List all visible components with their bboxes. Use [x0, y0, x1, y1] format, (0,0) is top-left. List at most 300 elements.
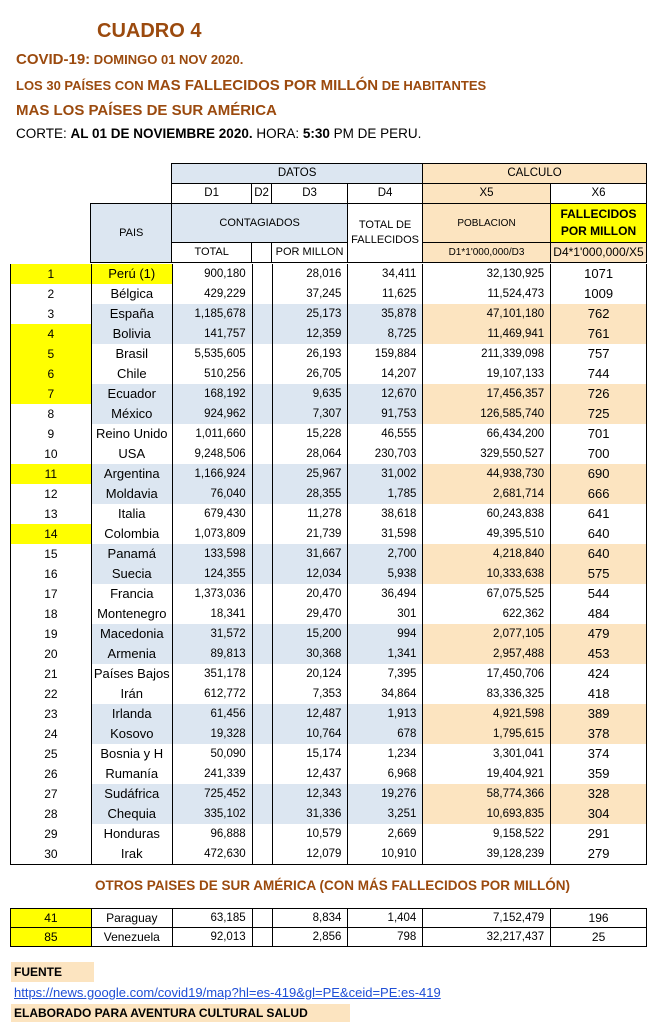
total-cell: 124,355 — [172, 564, 252, 584]
total-cell: 679,430 — [172, 504, 252, 524]
por-millon-cell: 20,124 — [272, 664, 348, 684]
fallecidos-cell: 678 — [348, 724, 423, 744]
por-millon-cell: 7,353 — [272, 684, 348, 704]
por-millon-cell: 20,470 — [272, 584, 348, 604]
pais-cell: Armenia — [91, 644, 172, 664]
col-por-millon: POR MILLON — [272, 243, 348, 263]
fallecidos-por-millon-cell: 544 — [551, 584, 647, 604]
rank-cell: 17 — [11, 584, 92, 604]
rank-cell: 12 — [11, 484, 92, 504]
col-contagiados: CONTAGIADOS — [172, 204, 348, 243]
total-cell: 1,373,036 — [172, 584, 252, 604]
rank-cell: 15 — [11, 544, 92, 564]
rank-cell: 20 — [11, 644, 92, 664]
total-cell: 89,813 — [172, 644, 252, 664]
table-row — [11, 764, 647, 784]
col-d4: D4 — [348, 184, 423, 204]
pais-cell: Paraguay — [91, 909, 172, 928]
rank-cell: 21 — [11, 664, 92, 684]
poblacion-cell: 9,158,522 — [423, 824, 551, 844]
poblacion-cell: 2,077,105 — [423, 624, 551, 644]
table-row — [11, 724, 647, 744]
por-millon-cell: 26,705 — [272, 364, 348, 384]
d2-cell — [252, 684, 272, 704]
rank-cell: 6 — [11, 364, 92, 384]
poblacion-cell: 126,585,740 — [423, 404, 551, 424]
rank-cell: 30 — [11, 844, 92, 865]
por-millon-cell: 12,343 — [272, 784, 348, 804]
total-cell: 924,962 — [172, 404, 252, 424]
col-d3: D3 — [272, 184, 348, 204]
formula-x5: D1*1'000,000/D3 — [423, 243, 551, 263]
pais-cell: Bosnia y H — [91, 744, 172, 764]
rank-cell: 27 — [11, 784, 92, 804]
poblacion-cell: 4,921,598 — [423, 704, 551, 724]
d2-cell — [252, 844, 272, 865]
poblacion-cell: 32,217,437 — [423, 928, 551, 947]
headline-subject — [16, 77, 486, 95]
poblacion-cell: 47,101,180 — [423, 304, 551, 324]
poblacion-cell: 4,218,840 — [423, 544, 551, 564]
por-millon-cell: 15,200 — [272, 624, 348, 644]
fallecidos-cell: 12,670 — [348, 384, 423, 404]
total-cell: 612,772 — [172, 684, 252, 704]
pais-cell: Irán — [91, 684, 172, 704]
fallecidos-cell: 6,968 — [348, 764, 423, 784]
poblacion-cell: 622,362 — [423, 604, 551, 624]
pais-cell: Chequia — [91, 804, 172, 824]
pais-cell: Bolivia — [91, 324, 172, 344]
poblacion-cell: 1,795,615 — [423, 724, 551, 744]
d2-cell — [252, 744, 272, 764]
rank-cell: 4 — [11, 324, 92, 344]
total-cell: 141,757 — [172, 324, 252, 344]
pais-cell: Ecuador — [91, 384, 172, 404]
por-millon-cell: 21,739 — [272, 524, 348, 544]
fallecidos-por-millon-cell: 726 — [551, 384, 647, 404]
rank-cell: 85 — [11, 928, 92, 947]
table-row — [11, 364, 647, 384]
rank-cell: 26 — [11, 764, 92, 784]
fallecidos-por-millon-cell: 424 — [551, 664, 647, 684]
fallecidos-por-millon-cell: 640 — [551, 524, 647, 544]
poblacion-cell: 11,469,941 — [423, 324, 551, 344]
fallecidos-cell: 34,411 — [348, 264, 423, 284]
pais-cell: Chile — [91, 364, 172, 384]
por-millon-cell: 12,359 — [272, 324, 348, 344]
fallecidos-por-millon-cell: 374 — [551, 744, 647, 764]
total-cell: 19,328 — [172, 724, 252, 744]
poblacion-cell: 19,107,133 — [423, 364, 551, 384]
fallecidos-por-millon-cell: 291 — [551, 824, 647, 844]
fallecidos-cell: 1,234 — [348, 744, 423, 764]
d2-cell — [252, 824, 272, 844]
por-millon-cell: 10,764 — [272, 724, 348, 744]
corte-hora-label: HORA: — [252, 126, 303, 141]
fallecidos-cell: 19,276 — [348, 784, 423, 804]
table-row — [11, 424, 647, 444]
por-millon-cell: 25,173 — [272, 304, 348, 324]
d2-cell — [252, 544, 272, 564]
total-cell: 510,256 — [172, 364, 252, 384]
por-millon-cell: 9,635 — [272, 384, 348, 404]
rank-cell: 25 — [11, 744, 92, 764]
pais-cell: Panamá — [91, 544, 172, 564]
pais-cell: Argentina — [91, 464, 172, 484]
headline-covid: COVID-19: — [16, 51, 91, 68]
poblacion-cell: 39,128,239 — [423, 844, 551, 865]
total-cell: 31,572 — [172, 624, 252, 644]
fallecidos-cell: 1,341 — [348, 644, 423, 664]
fuente-label: FUENTE — [11, 962, 94, 982]
por-millon-cell: 25,967 — [272, 464, 348, 484]
rank-cell: 2 — [11, 284, 92, 304]
calculo-header: CALCULO — [423, 164, 647, 184]
total-cell: 9,248,506 — [172, 444, 252, 464]
rank-cell: 16 — [11, 564, 92, 584]
table-row — [11, 444, 647, 464]
table-row — [11, 504, 647, 524]
total-cell: 335,102 — [172, 804, 252, 824]
pais-cell: Macedonia — [91, 624, 172, 644]
rank-cell: 29 — [11, 824, 92, 844]
poblacion-cell: 44,938,730 — [423, 464, 551, 484]
d2-cell — [252, 624, 272, 644]
poblacion-cell: 211,339,098 — [423, 344, 551, 364]
poblacion-cell: 60,243,838 — [423, 504, 551, 524]
fallecidos-cell: 38,618 — [348, 504, 423, 524]
table-row — [11, 264, 647, 284]
fallecidos-cell: 7,395 — [348, 664, 423, 684]
table-row — [11, 824, 647, 844]
table-row — [11, 704, 647, 724]
fallecidos-por-millon-cell: 1071 — [551, 264, 647, 284]
poblacion-cell: 2,681,714 — [423, 484, 551, 504]
fallecidos-cell: 3,251 — [348, 804, 423, 824]
table-row — [11, 524, 647, 544]
corte-line — [16, 126, 421, 141]
por-millon-cell: 12,079 — [272, 844, 348, 865]
pais-cell: Honduras — [91, 824, 172, 844]
elaborado-note: ELABORADO PARA AVENTURA CULTURAL SALUD — [11, 1004, 350, 1022]
fallecidos-cell: 1,404 — [348, 909, 423, 928]
col-x6: X6 — [550, 184, 646, 204]
formula-x6: D4*1'000,000/X5 — [550, 243, 646, 263]
d2-cell — [252, 784, 272, 804]
headline-date — [16, 51, 243, 69]
headline-sur-america — [16, 102, 277, 120]
rank-cell: 41 — [11, 909, 92, 928]
fallecidos-cell: 994 — [348, 624, 423, 644]
fallecidos-por-millon-cell: 640 — [551, 544, 647, 564]
table-row — [11, 844, 647, 865]
total-cell: 168,192 — [172, 384, 252, 404]
d2-cell — [252, 724, 272, 744]
rank-cell: 28 — [11, 804, 92, 824]
table-row — [11, 324, 647, 344]
corte-date: AL 01 DE NOVIEMBRE 2020. — [70, 126, 253, 141]
por-millon-cell: 28,016 — [272, 264, 348, 284]
pais-cell: Rumanía — [91, 764, 172, 784]
col-x5: X5 — [423, 184, 551, 204]
table-row — [11, 804, 647, 824]
fallecidos-por-millon-cell: 304 — [551, 804, 647, 824]
cuadro-title: CUADRO 4 — [97, 20, 202, 42]
d2-cell — [252, 284, 272, 304]
d2-cell — [252, 704, 272, 724]
d2-cell — [252, 344, 272, 364]
fallecidos-cell: 31,002 — [348, 464, 423, 484]
pais-cell: Sudáfrica — [91, 784, 172, 804]
pais-cell: Moldavia — [91, 484, 172, 504]
otros-title: OTROS PAISES DE SUR AMÉRICA (CON MÁS FALLECIDOS POR MILLÓN) — [95, 878, 571, 893]
rank-cell: 5 — [11, 344, 92, 364]
total-cell: 50,090 — [172, 744, 252, 764]
d2-cell — [252, 304, 272, 324]
pais-cell: Montenegro — [91, 604, 172, 624]
col-total: TOTAL — [172, 243, 252, 263]
pais-cell: Suecia — [91, 564, 172, 584]
fallecidos-por-millon-cell: 575 — [551, 564, 647, 584]
col-total-fallecidos: TOTAL DE FALLECIDOS — [348, 204, 423, 263]
table-row — [11, 624, 647, 644]
fallecidos-por-millon-cell: 761 — [551, 324, 647, 344]
total-cell: 133,598 — [172, 544, 252, 564]
rank-cell: 24 — [11, 724, 92, 744]
corte-suffix: PM DE PERU. — [329, 126, 422, 141]
fallecidos-cell: 46,555 — [348, 424, 423, 444]
pais-cell: Países Bajos — [91, 664, 172, 684]
table-row — [11, 644, 647, 664]
fallecidos-cell: 230,703 — [348, 444, 423, 464]
poblacion-cell: 67,075,525 — [423, 584, 551, 604]
por-millon-cell: 10,579 — [272, 824, 348, 844]
fallecidos-por-millon-cell: 701 — [551, 424, 647, 444]
por-millon-cell: 31,336 — [272, 804, 348, 824]
d2-cell — [252, 644, 272, 664]
table-row — [11, 404, 647, 424]
por-millon-cell: 29,470 — [272, 604, 348, 624]
table-row — [11, 464, 647, 484]
table-row — [11, 744, 647, 764]
poblacion-cell: 83,336,325 — [423, 684, 551, 704]
rank-cell: 22 — [11, 684, 92, 704]
rank-cell: 3 — [11, 304, 92, 324]
fallecidos-por-millon-cell: 389 — [551, 704, 647, 724]
total-cell: 63,185 — [172, 909, 252, 928]
total-cell: 76,040 — [172, 484, 252, 504]
poblacion-cell: 3,301,041 — [423, 744, 551, 764]
total-cell: 472,630 — [172, 844, 252, 865]
por-millon-cell: 7,307 — [272, 404, 348, 424]
pais-cell: Italia — [91, 504, 172, 524]
total-cell: 61,456 — [172, 704, 252, 724]
fallecidos-por-millon-cell: 757 — [551, 344, 647, 364]
fallecidos-por-millon-cell: 666 — [551, 484, 647, 504]
rank-cell: 1 — [11, 264, 92, 284]
table-row — [11, 544, 647, 564]
headline-sur-america-text: MAS LOS PAÍSES DE SUR AMÉRICA — [16, 102, 277, 119]
fallecidos-por-millon-cell: 359 — [551, 764, 647, 784]
por-millon-cell: 31,667 — [272, 544, 348, 564]
table-row — [11, 344, 647, 364]
fallecidos-por-millon-cell: 690 — [551, 464, 647, 484]
d2-cell — [252, 564, 272, 584]
d2-cell — [252, 264, 272, 284]
por-millon-cell: 15,174 — [272, 744, 348, 764]
table-row — [11, 304, 647, 324]
rank-cell: 14 — [11, 524, 92, 544]
table-row — [11, 484, 647, 504]
total-cell: 96,888 — [172, 824, 252, 844]
poblacion-cell: 32,130,925 — [423, 264, 551, 284]
table-row — [11, 604, 647, 624]
total-cell: 1,011,660 — [172, 424, 252, 444]
poblacion-cell: 10,333,638 — [423, 564, 551, 584]
table-row — [11, 564, 647, 584]
por-millon-cell: 37,245 — [272, 284, 348, 304]
pais-cell: USA — [91, 444, 172, 464]
rank-cell: 19 — [11, 624, 92, 644]
fallecidos-por-millon-cell: 418 — [551, 684, 647, 704]
pais-cell: Kosovo — [91, 724, 172, 744]
sur-table — [10, 908, 647, 947]
rank-cell: 8 — [11, 404, 92, 424]
poblacion-cell: 10,693,835 — [423, 804, 551, 824]
pais-cell: Venezuela — [91, 928, 172, 947]
table-row — [11, 384, 647, 404]
por-millon-cell: 30,368 — [272, 644, 348, 664]
por-millon-cell: 26,193 — [272, 344, 348, 364]
fallecidos-cell: 5,938 — [348, 564, 423, 584]
fallecidos-cell: 31,598 — [348, 524, 423, 544]
headline-subject-a: LOS 30 PAÍSES CON — [16, 78, 148, 93]
headline-date-text: DOMINGO 01 NOV 2020. — [90, 52, 244, 67]
d2-cell — [252, 504, 272, 524]
poblacion-cell: 11,524,473 — [423, 284, 551, 304]
por-millon-cell: 8,834 — [272, 909, 348, 928]
fallecidos-por-millon-cell: 196 — [551, 909, 647, 928]
fallecidos-cell: 34,864 — [348, 684, 423, 704]
pais-cell: Francia — [91, 584, 172, 604]
rank-cell: 23 — [11, 704, 92, 724]
fallecidos-por-millon-cell: 1009 — [551, 284, 647, 304]
data-table — [10, 264, 647, 865]
rank-cell: 11 — [11, 464, 92, 484]
d2-cell — [252, 364, 272, 384]
headline-subject-b: MAS FALLECIDOS POR MILLÓN — [147, 77, 379, 94]
por-millon-cell: 11,278 — [272, 504, 348, 524]
d2-cell — [252, 909, 272, 928]
fallecidos-cell: 2,700 — [348, 544, 423, 564]
d2-cell — [252, 584, 272, 604]
total-cell: 1,073,809 — [172, 524, 252, 544]
corte-label: CORTE: — [16, 126, 71, 141]
total-cell: 18,341 — [172, 604, 252, 624]
rank-cell: 10 — [11, 444, 92, 464]
poblacion-cell: 66,434,200 — [423, 424, 551, 444]
d2-cell — [252, 424, 272, 444]
rank-cell: 13 — [11, 504, 92, 524]
total-cell: 1,185,678 — [172, 304, 252, 324]
total-cell: 92,013 — [172, 928, 252, 947]
total-cell: 241,339 — [172, 764, 252, 784]
fallecidos-cell: 301 — [348, 604, 423, 624]
pais-cell: Colombia — [91, 524, 172, 544]
rank-cell: 7 — [11, 384, 92, 404]
pais-cell: Reino Unido — [91, 424, 172, 444]
d2-cell — [252, 764, 272, 784]
fallecidos-cell: 798 — [348, 928, 423, 947]
fallecidos-cell: 8,725 — [348, 324, 423, 344]
fallecidos-por-millon-cell: 453 — [551, 644, 647, 664]
col-d1: D1 — [172, 184, 252, 204]
source-link[interactable]: https://news.google.com/covid19/map?hl=es-419&gl=PE&ceid=PE:es-419 — [14, 985, 441, 1000]
fallecidos-cell: 2,669 — [348, 824, 423, 844]
d2-cell — [252, 384, 272, 404]
pais-cell: Brasil — [91, 344, 172, 364]
fallecidos-por-millon-cell: 641 — [551, 504, 647, 524]
col-fallecidos-por-millon: FALLECIDOS POR MILLON — [550, 204, 646, 243]
fallecidos-cell: 1,785 — [348, 484, 423, 504]
fallecidos-cell: 35,878 — [348, 304, 423, 324]
d2-cell — [252, 324, 272, 344]
col-poblacion: POBLACION — [423, 204, 551, 243]
fallecidos-por-millon-cell: 700 — [551, 444, 647, 464]
total-cell: 5,535,605 — [172, 344, 252, 364]
col-pais: PAIS — [91, 204, 172, 263]
d2-cell — [252, 524, 272, 544]
table-row — [11, 684, 647, 704]
poblacion-cell: 19,404,921 — [423, 764, 551, 784]
por-millon-cell: 12,487 — [272, 704, 348, 724]
d2-cell — [252, 464, 272, 484]
total-cell: 900,180 — [172, 264, 252, 284]
fallecidos-cell: 36,494 — [348, 584, 423, 604]
poblacion-cell: 7,152,479 — [423, 909, 551, 928]
fallecidos-por-millon-cell: 378 — [551, 724, 647, 744]
d2-cell — [252, 444, 272, 464]
poblacion-cell: 2,957,488 — [423, 644, 551, 664]
por-millon-cell: 2,856 — [272, 928, 348, 947]
fallecidos-por-millon-cell: 328 — [551, 784, 647, 804]
table-row — [11, 784, 647, 804]
fallecidos-cell: 10,910 — [348, 844, 423, 865]
table-row — [11, 928, 647, 947]
por-millon-cell: 15,228 — [272, 424, 348, 444]
d2-cell — [252, 604, 272, 624]
table-row — [11, 664, 647, 684]
poblacion-cell: 49,395,510 — [423, 524, 551, 544]
corte-hora: 5:30 — [302, 126, 330, 141]
total-cell: 725,452 — [172, 784, 252, 804]
total-cell: 429,229 — [172, 284, 252, 304]
pais-cell: México — [91, 404, 172, 424]
poblacion-cell: 58,774,366 — [423, 784, 551, 804]
total-cell: 351,178 — [172, 664, 252, 684]
rank-cell: 18 — [11, 604, 92, 624]
d2-cell — [252, 804, 272, 824]
pais-cell: Irak — [91, 844, 172, 865]
table-row — [11, 284, 647, 304]
col-d2: D2 — [252, 184, 272, 204]
pais-cell: Bélgica — [91, 284, 172, 304]
por-millon-cell: 12,437 — [272, 764, 348, 784]
fallecidos-por-millon-cell: 744 — [551, 364, 647, 384]
d2-cell — [252, 404, 272, 424]
fallecidos-cell: 91,753 — [348, 404, 423, 424]
table-row — [11, 909, 647, 928]
